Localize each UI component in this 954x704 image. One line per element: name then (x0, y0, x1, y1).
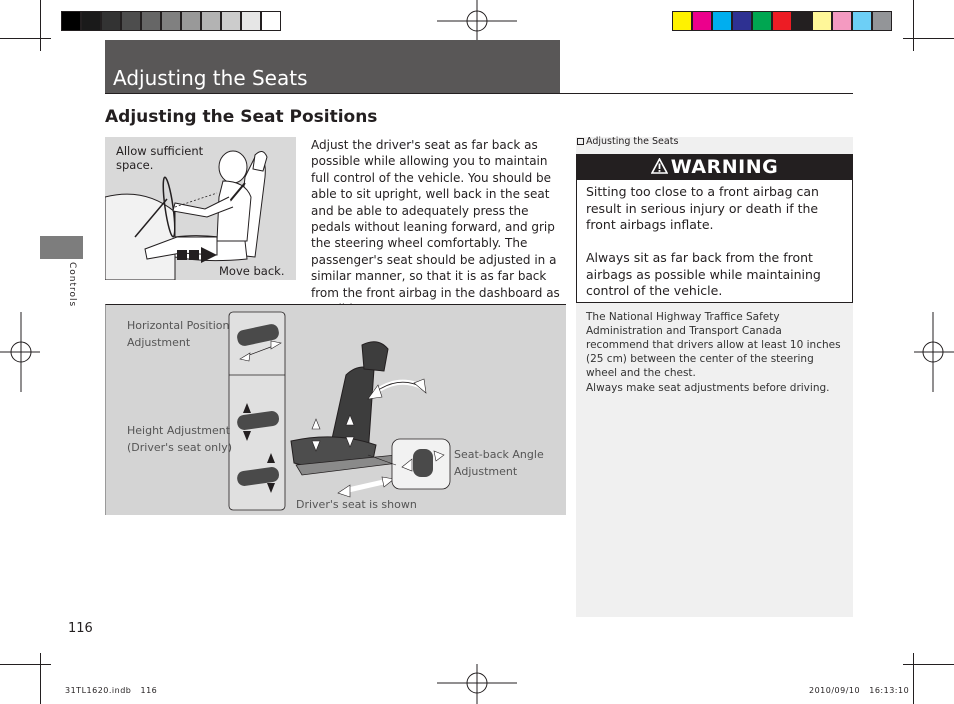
color-swatch (61, 11, 81, 31)
warning-header (577, 155, 852, 180)
height-adjustment-label: Height Adjustment (Driver's seat only) (127, 424, 232, 454)
color-swatch (221, 11, 241, 31)
color-swatch (121, 11, 141, 31)
color-swatch (672, 11, 692, 31)
seat-back-angle-label: Seat-back Angle Adjustment (454, 448, 544, 478)
color-swatch (261, 11, 281, 31)
horizontal-adjustment-label: Horizontal Position Adjustment (127, 319, 230, 349)
color-swatch (181, 11, 201, 31)
seat-adjustment-diagram (105, 304, 566, 515)
section-tab (40, 236, 83, 259)
color-swatch (872, 11, 892, 31)
color-swatch (692, 11, 712, 31)
warning-triangle-icon (651, 158, 668, 174)
body-paragraph: Adjust the driver's seat as far back as possible while allowing you to maintain full control of the vehicle. You should be able to sit upright, well back in the seat and be able to adequately press the pedals without leaning forward, and grip the steering wheel comfortably. The passenger's seat should be adjusted in a similar manner, so that it is as far back from the front airbag in the dashboard as (311, 138, 560, 300)
warning-text-2: Always sit as far back from the front airbags as possible while maintaining control of the vehicle. (586, 250, 821, 299)
driver-position-illustration (105, 137, 296, 280)
color-swatch (772, 11, 792, 31)
section-tab-label: Controls (67, 262, 77, 308)
color-swatch (792, 11, 812, 31)
section-title: Adjusting the Seat Positions (105, 107, 378, 127)
color-swatch (732, 11, 752, 31)
page-title: Adjusting the Seats (113, 66, 308, 90)
warning-box (576, 154, 853, 303)
move-back-label: Move back. (219, 264, 285, 278)
color-swatch (201, 11, 221, 31)
header-rule (105, 93, 853, 94)
color-swatch (812, 11, 832, 31)
page-number: 116 (68, 621, 93, 636)
warning-title: WARNING (670, 156, 779, 178)
sidebar-reference (577, 136, 678, 147)
allow-space-label: Allow sufficient space. (116, 144, 204, 172)
sidebar-note-nhtsa: The National Highway Traffice Safety Administration and Transport Canada recommend that drivers allow at least 10 inches (25 cm) between the center of the steering wheel and the chest. (586, 311, 841, 379)
footer-file-info: 31TL1620.indb 116 (65, 686, 158, 695)
color-swatch (141, 11, 161, 31)
sidebar-reference-label: Adjusting the Seats (586, 136, 679, 147)
color-swatch (852, 11, 872, 31)
warning-text-1: Sitting too close to a front airbag can result in serious injury or death if the front airbags inflate. (586, 184, 819, 233)
reference-icon (577, 138, 584, 145)
footer-date-info: 2010/09/10 16:13:10 (809, 686, 910, 695)
drivers-seat-shown-label: Driver's seat is shown (296, 498, 417, 511)
color-swatch (832, 11, 852, 31)
color-swatch (752, 11, 772, 31)
color-swatch (241, 11, 261, 31)
sidebar-note-adjust: Always make seat adjustments before driving. (586, 382, 830, 394)
color-swatch (81, 11, 101, 31)
color-swatch (712, 11, 732, 31)
color-swatch (101, 11, 121, 31)
color-swatch (161, 11, 181, 31)
